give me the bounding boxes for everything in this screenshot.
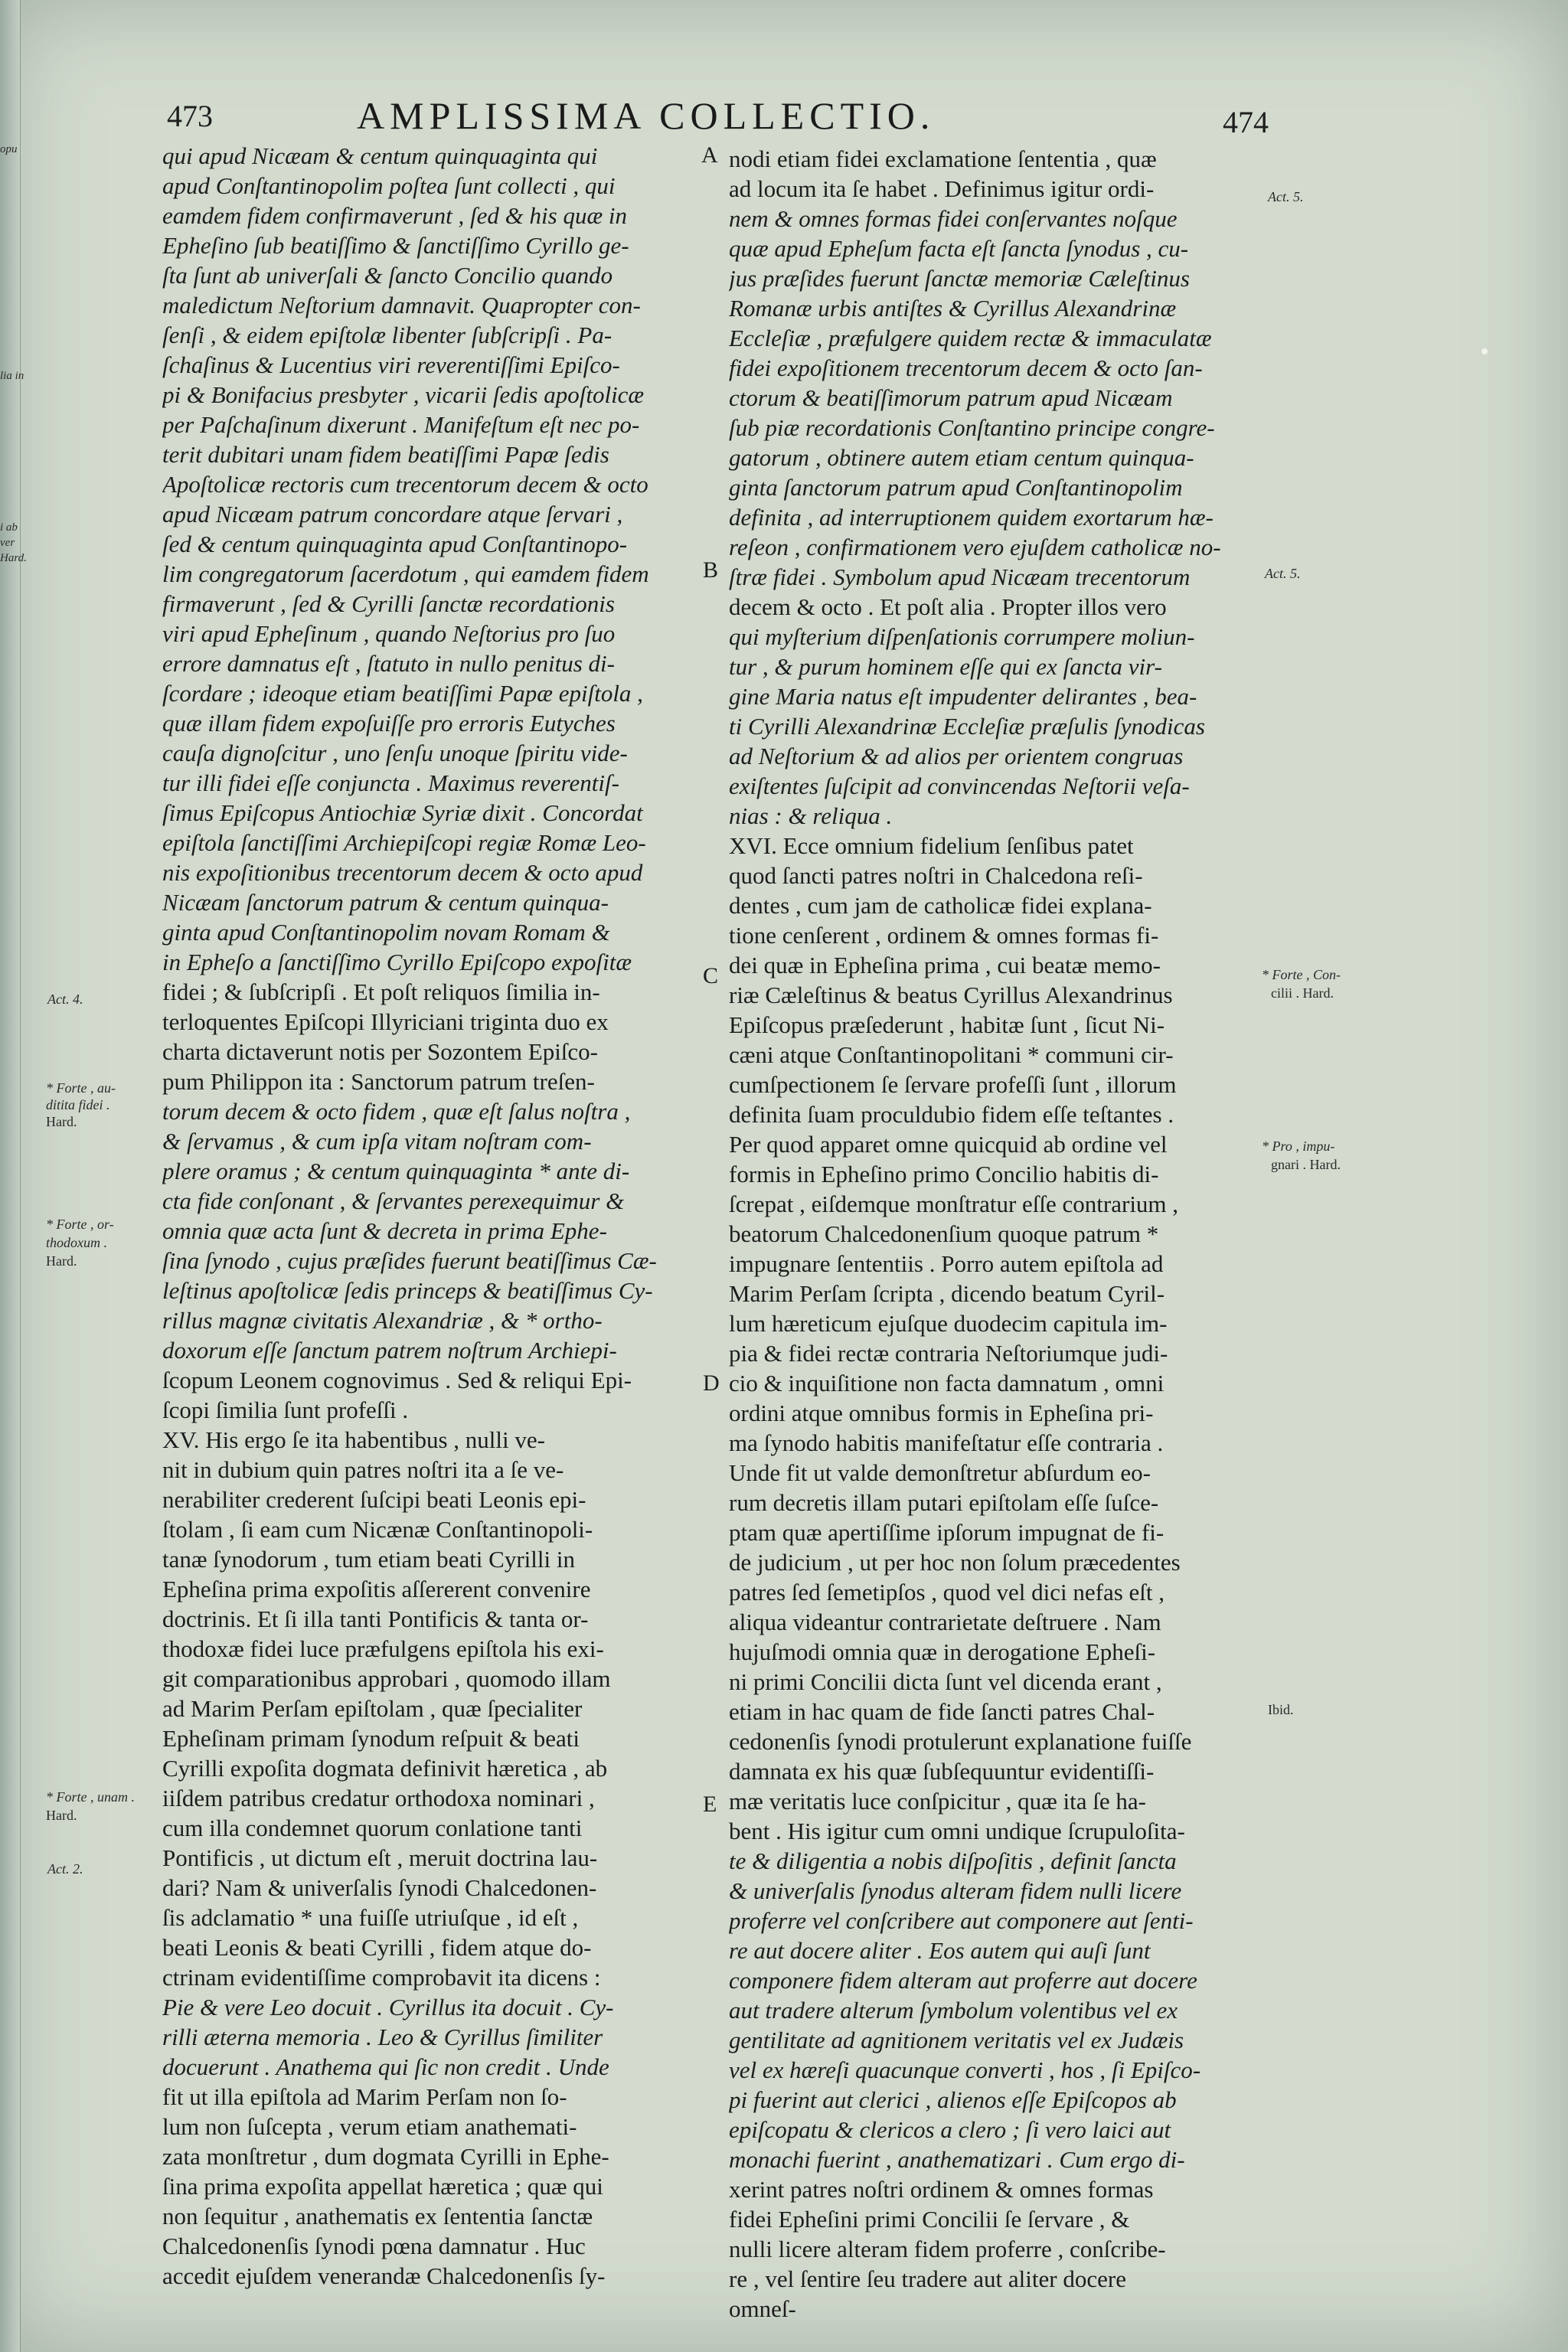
text-line: accedit ejuſdem venerandæ Chalcedonenſis ſy- xyxy=(162,2262,606,2289)
text-line: gatorum , obtinere autem etiam centum quinqua- xyxy=(729,444,1194,471)
text-line: etiam in hac quam de fide ſancti patres Chal- xyxy=(729,1698,1155,1725)
text-line: ad locum ita ſe habet . Definimus igitur ordi- xyxy=(729,175,1155,202)
text-line: pi & Bonifacius presbyter , vicarii ſedis apoſtolicæ xyxy=(162,381,645,408)
text-line: ad Neſtorium & ad alios per orientem congruas xyxy=(729,743,1184,769)
text-line: beati Leonis & beati Cyrilli , fidem atque do- xyxy=(162,1934,592,1961)
text-line: ſub piæ recordationis Conſtantino principe congre- xyxy=(729,414,1215,441)
text-line: decem & octo . Et poſt alia . Propter illos vero xyxy=(729,593,1167,620)
text-line: ſina ſynodo , cujus præſides fuerunt beatiſſimus Cæ- xyxy=(162,1247,657,1274)
prev-page-fragment: opu xyxy=(0,143,18,155)
text-line: nem & omnes formas fidei conſervantes noſque xyxy=(729,205,1178,232)
text-line: in Epheſo a ſanctiſſimo Cyrillo Epiſcopo expoſitæ xyxy=(162,949,632,975)
text-line: Pie & vere Leo docuit . Cyrillus ita docuit . Cy- xyxy=(162,1994,614,2020)
text-line: nit in dubium quin patres noſtri ita a ſe ve- xyxy=(162,1456,564,1483)
text-line: non ſequitur , anathematis ex ſententia ſanctæ xyxy=(162,2203,593,2230)
section-marker-a: A xyxy=(701,142,718,168)
text-line: cta fide conſonant , & ſervantes perexequimur & xyxy=(162,1187,625,1214)
text-line: Nicæam ſanctorum patrum & centum quinqua- xyxy=(162,889,609,916)
text-line: ſchaſinus & Lucentius viri reverentiſſimi Epiſco- xyxy=(162,351,620,378)
text-line: de judicium , ut per hoc non ſolum præcedentes xyxy=(729,1549,1181,1576)
text-line: ſcrepat , eiſdemque monſtratur eſſe contrarium , xyxy=(729,1191,1179,1217)
text-line: tur , & purum hominem eſſe qui ex ſancta vir- xyxy=(729,653,1162,680)
margin-note-right: * Pro , impu- xyxy=(1262,1138,1335,1154)
text-line: nis expoſitionibus trecentorum decem & octo apud xyxy=(162,859,643,886)
text-line: ctorum & beatiſſimorum patrum apud Nicæam xyxy=(729,384,1173,411)
text-line: maledictum Neſtorium damnavit. Quapropter con- xyxy=(162,292,641,318)
text-line: re aut docere aliter . Eos autem qui auſi ſunt xyxy=(729,1937,1151,1964)
margin-note-left: Hard. xyxy=(46,1253,77,1269)
text-line: ſcordare ; ideoque etiam beatiſſimi Papæ epiſtola , xyxy=(162,680,643,707)
margin-note-left: Hard. xyxy=(46,1114,77,1129)
text-line: ſcopi ſimilia ſunt profeſſi . xyxy=(162,1396,409,1423)
text-line: Chalcedonenſis ſynodi pœna damnatur . Huc xyxy=(162,2233,586,2259)
page-number-left: 473 xyxy=(167,99,213,133)
text-line: ordini atque omnibus formis in Epheſina pri- xyxy=(729,1400,1154,1426)
text-line: mæ veritatis luce conſpicitur , quæ ita ſe ha- xyxy=(729,1788,1146,1815)
text-line: Epheſino ſub beatiſſimo & ſanctiſſimo Cyrillo ge- xyxy=(162,232,629,259)
text-line: ptam quæ apertiſſime ipſorum impugnat de fi- xyxy=(729,1519,1165,1546)
text-line: docuerunt . Anathema qui ſic non credit . Unde xyxy=(162,2053,609,2080)
text-line: cum illa condemnet quorum conlatione tanti xyxy=(162,1815,583,1841)
section-marker-e: E xyxy=(703,1792,717,1817)
text-line: proferre vel conſcribere aut componere aut ſenti- xyxy=(729,1907,1194,1934)
text-line: doxorum eſſe ſanctum patrem noſtrum Archiepi- xyxy=(162,1337,617,1364)
text-line: leſtinus apoſtolicæ ſedis princeps & beatiſſimus Cy- xyxy=(162,1277,653,1304)
text-line: ad Marim Perſam epiſtolam , quæ ſpecialiter xyxy=(162,1695,583,1722)
text-line: qui apud Nicæam & centum quinquaginta qui xyxy=(162,142,598,169)
text-line: quæ illam fidem expoſuiſſe pro erroris Eutyches xyxy=(162,710,616,737)
text-line: componere fidem alteram aut proferre aut docere xyxy=(729,1967,1197,1994)
text-line: dei quæ in Epheſina prima , cui beatæ memo- xyxy=(729,952,1161,978)
text-line: gine Maria natus eſt impudenter delirantes , bea- xyxy=(729,683,1197,710)
text-line: ginta apud Conſtantinopolim novam Romam & xyxy=(162,919,610,946)
text-line: doctrinis. Et ſi illa tanti Pontificis & tanta or- xyxy=(162,1606,589,1632)
text-line: per Paſchaſinum dixerunt . Manifeſtum eſt nec po- xyxy=(162,411,640,438)
text-line: patres ſed ſemetipſos , quod vel dici nefas eſt , xyxy=(729,1579,1165,1606)
margin-note-right: Act. 5. xyxy=(1268,189,1304,204)
text-line: ſenſi , & eidem epiſtolæ libenter ſubſcripſi . Pa- xyxy=(162,322,612,348)
text-line: ni primi Concilii dicta ſunt vel dicenda erant , xyxy=(729,1668,1162,1695)
paper-blemish xyxy=(1481,348,1488,354)
text-line: hujuſmodi omnia quæ in derogatione Epheſi- xyxy=(729,1638,1156,1665)
text-line: fit ut illa epiſtola ad Marim Perſam non ſo- xyxy=(162,2083,567,2110)
text-line: ſina prima expoſita appellat hæretica ; quæ qui xyxy=(162,2173,603,2200)
text-line: Epheſinam primam ſynodum reſpuit & beati xyxy=(162,1725,580,1752)
text-line: fidei Epheſini primi Concilii ſe ſervare , & xyxy=(729,2206,1130,2233)
text-line: pia & fidei rectæ contraria Neſtoriumque judi- xyxy=(729,1340,1168,1367)
text-line: beatorum Chalcedonenſium quoque patrum * xyxy=(729,1220,1159,1247)
text-line: quæ apud Epheſum facta eſt ſancta ſynodus , cu- xyxy=(729,235,1189,262)
margin-note-left: * Forte , or- xyxy=(46,1217,114,1232)
text-line: terit dubitari unam fidem beatiſſimi Papæ ſedis xyxy=(162,441,609,468)
text-line: ſta ſunt ab univerſali & ſancto Concilio quando xyxy=(162,262,613,289)
text-line: tur illi fidei eſſe conjuncta . Maximus reverentiſ- xyxy=(162,769,619,796)
margin-note-right: Ibid. xyxy=(1268,1702,1294,1717)
margin-note-left: Act. 4. xyxy=(47,991,83,1007)
text-line: lim congregatorum ſacerdotum , qui eamdem fidem xyxy=(162,560,649,587)
text-line: Unde fit ut valde demonſtretur abſurdum eo- xyxy=(729,1459,1151,1486)
text-line: rum decretis illam putari epiſtolam eſſe ſuſce- xyxy=(729,1489,1159,1516)
margin-note-right: * Forte , Con- xyxy=(1262,967,1341,982)
text-line: & ſervamus , & cum ipſa vitam noſtram com- xyxy=(162,1128,592,1155)
text-line: eamdem fidem confirmaverunt , ſed & his quæ in xyxy=(162,202,627,229)
text-line: pum Philippon ita : Sanctorum patrum treſen- xyxy=(162,1068,595,1095)
prev-page-fragment: Hard. xyxy=(0,552,27,564)
text-line: zata monſtretur , dum dogmata Cyrilli in Ephe- xyxy=(162,2143,609,2170)
text-line: omneſ- xyxy=(729,2295,796,2322)
text-line: ginta ſanctorum patrum apud Conſtantinopolim xyxy=(729,474,1183,501)
text-line: lum non ſuſcepta , verum etiam anathemati- xyxy=(162,2113,577,2140)
text-line: damnata ex his quæ ſubſequuntur evidentiſſi- xyxy=(729,1758,1155,1785)
running-head: AMPLISSIMA COLLECTIO. xyxy=(357,94,936,137)
text-line: Per quod apparet omne quicquid ab ordine vel xyxy=(729,1131,1168,1158)
text-line: ſimus Epiſcopus Antiochiæ Syriæ dixit . Concordat xyxy=(162,799,643,826)
margin-note-right: gnari . Hard. xyxy=(1271,1157,1341,1172)
text-line: rillus magnæ civitatis Alexandriæ , & * ortho- xyxy=(162,1307,603,1334)
prev-page-fragment: lia in xyxy=(0,370,24,382)
text-line: torum decem & octo fidem , quæ eſt ſalus noſtra , xyxy=(162,1098,631,1125)
text-line: Epheſina prima expoſitis aſſererent convenire xyxy=(162,1576,591,1602)
text-line: ſtræ fidei . Symbolum apud Nicæam trecentorum xyxy=(729,564,1191,590)
text-line: te & diligentia a nobis diſpoſitis , definit ſancta xyxy=(729,1847,1177,1874)
right-text-column xyxy=(729,144,1265,2324)
text-line: monachi fuerint , anathematizari . Cum ergo di- xyxy=(729,2146,1185,2173)
text-line: ſtolam , ſi eam cum Nicænæ Conſtantinopoli- xyxy=(162,1516,593,1543)
text-line: qui myſterium diſpenſationis corrumpere moliun- xyxy=(729,623,1195,650)
text-line: fidei expoſitionem trecentorum decem & octo ſan- xyxy=(729,354,1203,381)
text-line: Romanæ urbis antiſtes & Cyrillus Alexandrinæ xyxy=(729,295,1177,322)
text-line: dentes , cum jam de catholicæ fidei explana- xyxy=(729,892,1152,919)
prev-page-fragment: ver xyxy=(0,537,15,549)
text-line: nias : & reliqua . xyxy=(729,802,893,829)
text-line: xerint patres noſtri ordinem & omnes formas xyxy=(729,2176,1154,2203)
text-line: Marim Perſam ſcripta , dicendo beatum Cyril- xyxy=(729,1280,1165,1307)
margin-note-left: ditita fidei . xyxy=(46,1097,110,1112)
text-line: & univerſalis ſynodus alteram fidem nulli licere xyxy=(729,1877,1182,1904)
text-line: nerabiliter crederent ſuſcipi beati Leonis epi- xyxy=(162,1486,586,1513)
text-line: Cyrilli expoſita dogmata definivit hæretica , ab xyxy=(162,1755,608,1782)
text-line: omnia quæ acta ſunt & decreta in prima Ephe- xyxy=(162,1217,607,1244)
text-line: iiſdem patribus credatur orthodoxa nominari , xyxy=(162,1785,595,1811)
margin-note-left: * Forte , au- xyxy=(46,1080,116,1096)
text-line: reſeon , confirmationem vero ejuſdem catholicæ no- xyxy=(729,534,1221,560)
margin-note-right: Act. 5. xyxy=(1265,566,1301,581)
margin-note-left: thodoxum . xyxy=(46,1235,107,1250)
text-line: rilli æterna memoria . Leo & Cyrillus ſimiliter xyxy=(162,2024,603,2050)
text-line: jus præſides fuerunt ſanctæ memoriæ Cæleſtinus xyxy=(729,265,1190,292)
text-line: cio & inquiſitione non facta damnatum , omni xyxy=(729,1370,1165,1396)
text-line: impugnare ſententiis . Porro autem epiſtola ad xyxy=(729,1250,1164,1277)
prev-page-fragment: i ab xyxy=(0,521,18,534)
text-line: ſcopum Leonem cognovimus . Sed & reliqui Epi- xyxy=(162,1367,632,1393)
text-line: ſed & centum quinquaginta apud Conſtantinopo- xyxy=(162,531,628,557)
text-line: errore damnatus eſt , ſtatuto in nullo penitus di- xyxy=(162,650,615,677)
text-line: bent . His igitur cum omni undique ſcrupuloſita- xyxy=(729,1818,1185,1844)
margin-note-left: Act. 2. xyxy=(47,1861,83,1877)
text-line: XV. His ergo ſe ita habentibus , nulli ve- xyxy=(162,1426,545,1453)
text-line: thodoxæ fidei luce præfulgens epiſtola his exi- xyxy=(162,1635,604,1662)
text-line: definita , ad interruptionem quidem exortarum hæ- xyxy=(729,504,1214,531)
text-line: apud Nicæam patrum concordare atque ſervari , xyxy=(162,501,623,528)
text-line: epiſcopatu & clericos a clero ; ſi vero laici aut xyxy=(729,2116,1171,2143)
text-line: Apoſtolicæ rectoris cum trecentorum decem & octo xyxy=(162,471,648,498)
text-line: tione cenſerent , ordinem & omnes formas fi- xyxy=(729,922,1159,949)
text-line: git comparationibus approbari , quomodo illam xyxy=(162,1665,611,1692)
text-line: re , vel ſentire ſeu tradere aut aliter docere xyxy=(729,2265,1126,2292)
text-line: fidei ; & ſubſcripſi . Et poſt reliquos ſimilia in- xyxy=(162,978,600,1005)
text-line: viri apud Epheſinum , quando Neſtorius pro ſuo xyxy=(162,620,616,647)
text-line: epiſtola ſanctiſſimi Archiepiſcopi regiæ Romæ Leo- xyxy=(162,829,646,856)
text-line: lum hæreticum ejuſque duodecim capitula im- xyxy=(729,1310,1168,1337)
text-line: nodi etiam fidei exclamatione ſententia , quæ xyxy=(729,145,1157,172)
text-line: firmaverunt , ſed & Cyrilli ſanctæ recordationis xyxy=(162,590,615,617)
page-number-right: 474 xyxy=(1223,105,1269,139)
margin-note-right: cilii . Hard. xyxy=(1271,985,1334,1001)
text-line: apud Conſtantinopolim poſtea ſunt collecti , qui xyxy=(162,172,616,199)
text-line: riæ Cæleſtinus & beatus Cyrillus Alexandrinus xyxy=(729,982,1173,1008)
text-line: nulli licere alteram fidem proferre , conſcribe- xyxy=(729,2236,1166,2262)
text-line: pi fuerint aut clerici , alienos eſſe Epiſcopos ab xyxy=(729,2086,1177,2113)
text-line: XVI. Ecce omnium fidelium ſenſibus patet xyxy=(729,832,1134,859)
text-line: ti Cyrilli Alexandrinæ Eccleſiæ præſulis ſynodicas xyxy=(729,713,1205,740)
text-line: gentilitate ad agnitionem veritatis vel ex Judæis xyxy=(729,2027,1184,2053)
text-line: cumſpectionem ſe ſervare profeſſi ſunt , illorum xyxy=(729,1071,1177,1098)
margin-note-left: Hard. xyxy=(46,1808,77,1823)
text-line: cæni atque Conſtantinopolitani * communi cir- xyxy=(729,1041,1174,1068)
section-marker-b: B xyxy=(703,557,719,583)
text-line: exiſtentes ſuſcipit ad convincendas Neſtorii veſa- xyxy=(729,773,1190,799)
margin-note-left: * Forte , unam . xyxy=(46,1789,135,1805)
left-text-column xyxy=(162,141,707,2291)
text-line: tanæ ſynodorum , tum etiam beati Cyrilli in xyxy=(162,1546,575,1573)
text-line: vel ex hæreſi quacunque converti , hos , ſi Epiſco- xyxy=(729,2056,1201,2083)
section-marker-d: D xyxy=(703,1370,720,1396)
text-line: aut tradere alterum ſymbolum volentibus vel ex xyxy=(729,1997,1178,2024)
text-line: Eccleſiæ , præfulgere quidem rectæ & immaculatæ xyxy=(729,325,1212,351)
text-line: ctrinam evidentiſſime comprobavit ita dicens : xyxy=(162,1964,601,1991)
text-line: charta dictaverunt notis per Sozontem Epiſco- xyxy=(162,1038,599,1065)
text-line: plere oramus ; & centum quinquaginta * ante di- xyxy=(162,1158,630,1184)
text-line: ſis adclamatio * una fuiſſe utriuſque , id eſt , xyxy=(162,1904,579,1931)
text-line: terloquentes Epiſcopi Illyriciani triginta duo ex xyxy=(162,1008,609,1035)
text-line: ma ſynodo habitis manifeſtatur eſſe contraria . xyxy=(729,1429,1164,1456)
text-line: cedonenſis ſynodi protulerunt explanatione fuiſſe xyxy=(729,1728,1192,1755)
text-line: quod ſancti patres noſtri in Chalcedona reſi- xyxy=(729,862,1143,889)
text-line: dari? Nam & univerſalis ſynodi Chalcedonen- xyxy=(162,1874,597,1901)
text-line: definita ſuam proculdubio fidem eſſe teſtantes . xyxy=(729,1101,1174,1128)
previous-page-edge xyxy=(0,0,27,2352)
text-line: cauſa dignoſcitur , uno ſenſu unoque ſpiritu vide- xyxy=(162,740,628,766)
text-line: Pontificis , ut dictum eſt , meruit doctrina lau- xyxy=(162,1844,598,1871)
text-line: aliqua videantur contrarietate deſtruere . Nam xyxy=(729,1609,1161,1635)
section-marker-c: C xyxy=(703,963,719,988)
text-line: Epiſcopus præſederunt , habitæ ſunt , ſicut Ni- xyxy=(729,1011,1165,1038)
text-line: formis in Epheſino primo Concilio habitis di- xyxy=(729,1161,1159,1187)
